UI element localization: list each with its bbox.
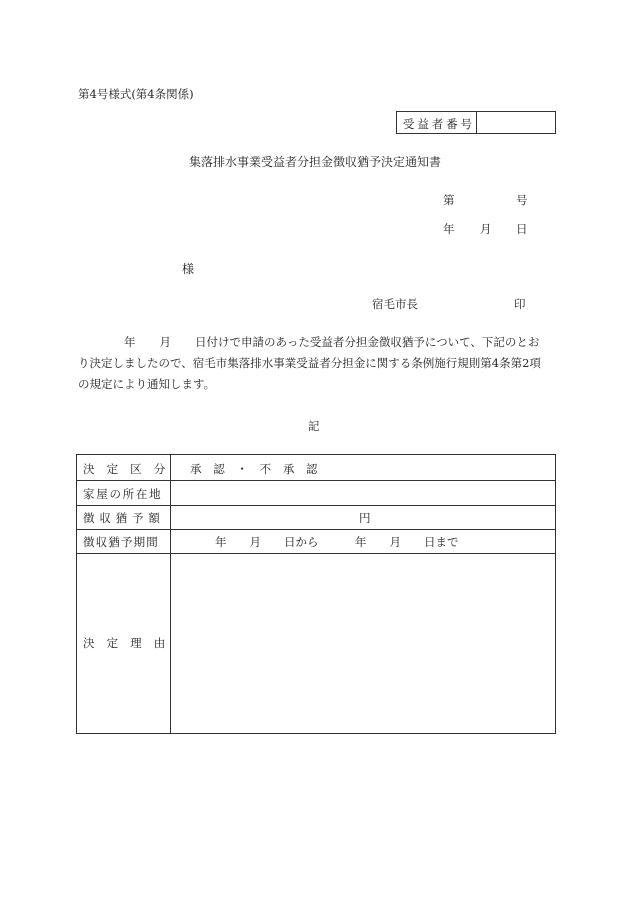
page-title: 集落排水事業受益者分担金徴収猶予決定通知書 — [189, 155, 442, 169]
addressee-suffix: 様 — [182, 262, 195, 276]
date-day: 日 — [516, 222, 528, 236]
doc-number-suffix: 号 — [516, 193, 528, 207]
doc-number-prefix: 第 — [443, 193, 455, 207]
decision-label: 決定区分 — [83, 462, 178, 476]
body-month: 月 — [159, 335, 171, 349]
ki-label: 記 — [308, 419, 320, 433]
body-text: 日付けで申請のあった受益者分担金徴収猶予について、下記のとおり決定しましたので、宿毛市集落排水事業受益者分担金に関する条例施行規則第4条第2項の規定により通知します。 — [78, 335, 541, 391]
date-month: 月 — [480, 222, 492, 236]
row-divider — [77, 480, 555, 481]
recipient-number-divider — [476, 112, 477, 133]
date-year: 年 — [443, 222, 455, 236]
recipient-number-label: 受益者番号 — [403, 117, 475, 131]
table-column-divider — [170, 455, 171, 733]
notice-body — [78, 332, 550, 395]
decision-value[interactable]: 承 認 ・ 不 承 認 — [190, 462, 322, 476]
reason-label: 決定理由 — [83, 636, 178, 650]
period-label: 徴収猶予期間 — [83, 535, 159, 549]
row-divider — [77, 529, 555, 530]
form-number: 第4号様式(第4条関係) — [78, 87, 194, 101]
amount-label: 徴収猶予額 — [83, 511, 165, 525]
period-from[interactable]: 年 月 日から — [215, 535, 319, 549]
period-to[interactable]: 年 月 日まで — [355, 535, 459, 549]
location-label: 家屋の所在地 — [83, 487, 163, 501]
amount-unit: 円 — [359, 511, 371, 525]
row-divider — [77, 553, 555, 554]
decision-table — [76, 454, 556, 734]
issuer-seal: 印 — [514, 297, 526, 311]
recipient-number-box — [396, 111, 556, 134]
body-year: 年 — [124, 335, 136, 349]
issuer-name: 宿毛市長 — [372, 297, 418, 311]
row-divider — [77, 505, 555, 506]
